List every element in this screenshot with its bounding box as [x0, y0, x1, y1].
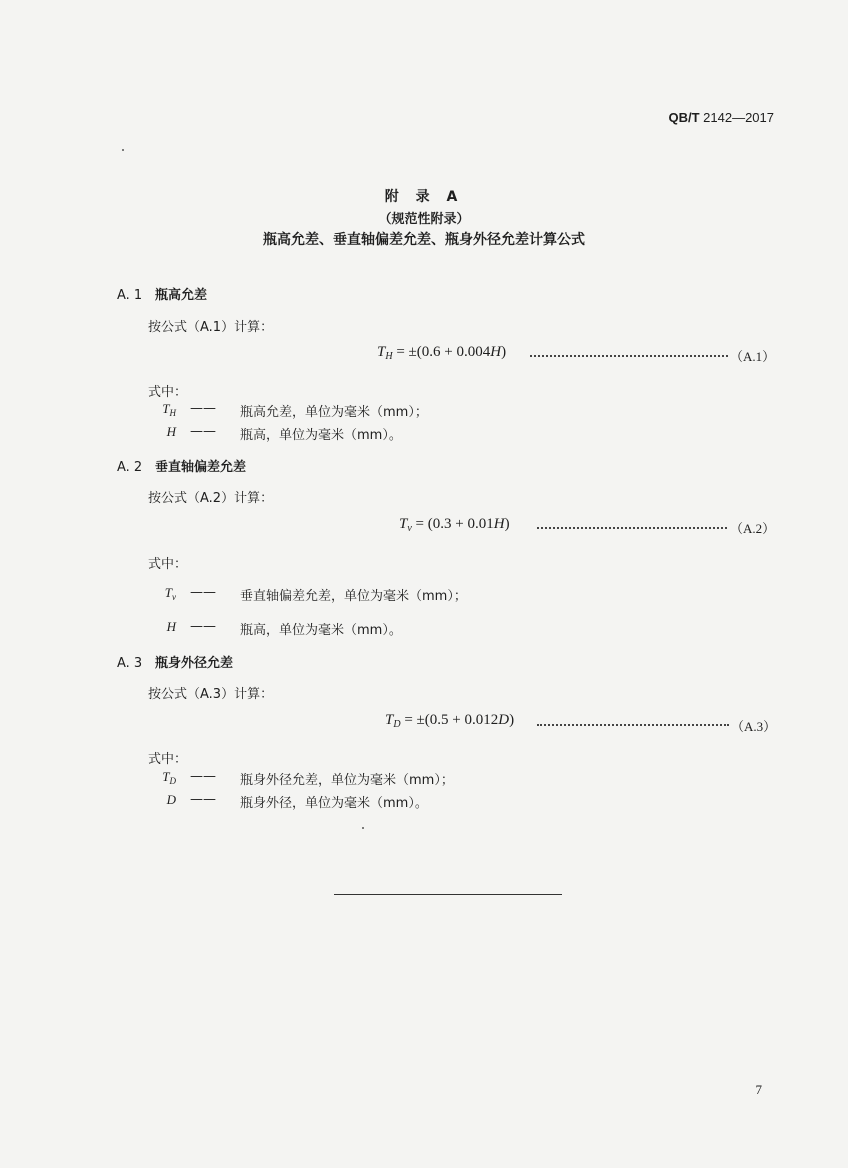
def-dash: ——: [190, 619, 216, 634]
section-intro-a1: 按公式（A.1）计算：: [148, 320, 274, 335]
def-text: 瓶身外径，单位为毫米（mm）。: [240, 796, 428, 811]
def-text: 瓶高，单位为毫米（mm）。: [240, 428, 402, 443]
scan-speck: [122, 149, 124, 151]
where-label-a3: 式中：: [148, 752, 188, 767]
annex-title: 附 录 A: [384, 189, 464, 205]
def-symbol: H: [166, 424, 176, 439]
def-dash: ——: [190, 401, 216, 416]
def-dash: ——: [190, 585, 216, 600]
where-label-a1: 式中：: [148, 385, 188, 400]
def-dash: ——: [190, 424, 216, 439]
section-heading-a2: A. 2 垂直轴偏差允差: [117, 460, 247, 475]
def-dash: ——: [190, 792, 216, 807]
page-number: 7: [755, 1082, 762, 1097]
annex-type: （规范性附录）: [378, 212, 470, 227]
equation-number-a3: （A.3）: [731, 719, 777, 734]
end-rule: [334, 894, 562, 895]
def-symbol: H: [166, 619, 176, 634]
def-text: 瓶高允差，单位为毫米（mm）；: [240, 405, 428, 420]
def-text: 瓶高，单位为毫米（mm）。: [240, 623, 402, 638]
def-text: 瓶身外径允差，单位为毫米（mm）；: [240, 773, 454, 788]
formula-leader-dots: [537, 724, 729, 726]
section-intro-a2: 按公式（A.2）计算：: [148, 491, 274, 506]
formula-a1: $T_H = \pm(0.6 + 0.004H)$: [377, 344, 507, 362]
equation-number-a2: （A.2）: [730, 521, 776, 536]
formula-a2: $T_v = (0.3 + 0.01H)$: [399, 516, 510, 534]
def-symbol: $T_v$: [164, 585, 176, 602]
def-symbol: $T_D$: [162, 769, 176, 786]
equation-number-a1: （A.1）: [730, 349, 776, 364]
def-symbol: $T_H$: [162, 401, 176, 418]
annex-heading: 瓶高允差、垂直轴偏差允差、瓶身外径允差计算公式: [263, 232, 585, 248]
def-text: 垂直轴偏差允差，单位为毫米（mm）；: [240, 589, 467, 604]
formula-leader-dots: [530, 355, 728, 357]
def-symbol: D: [166, 792, 176, 807]
section-heading-a1: A. 1 瓶高允差: [117, 288, 208, 303]
scan-speck: [362, 827, 364, 829]
where-label-a2: 式中：: [148, 557, 188, 572]
section-intro-a3: 按公式（A.3）计算：: [148, 687, 274, 702]
formula-a3: $T_D = \pm(0.5 + 0.012D)$: [385, 712, 515, 730]
def-dash: ——: [190, 769, 216, 784]
formula-leader-dots: [537, 527, 727, 529]
section-heading-a3: A. 3 瓶身外径允差: [117, 656, 234, 671]
standard-code: QB/T 2142—2017: [668, 110, 774, 125]
